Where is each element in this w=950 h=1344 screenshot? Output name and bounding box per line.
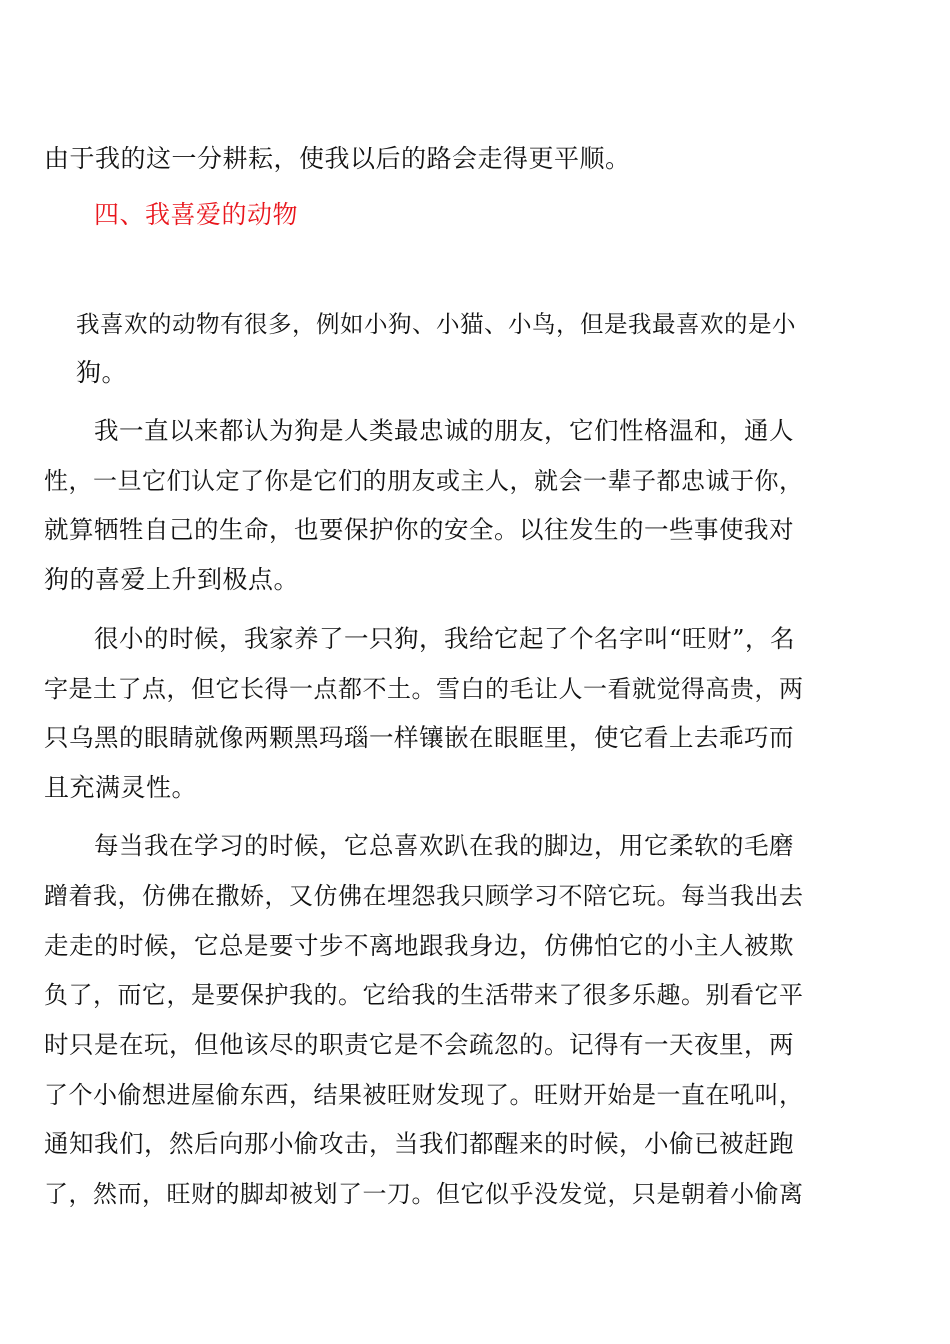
paragraph-line: 很小的时候，我家养了一只狗，我给它起了个名字叫“旺财”，名 bbox=[94, 624, 796, 653]
paragraph-line: 蹭着我，仿佛在撒娇，又仿佛在埋怨我只顾学习不陪它玩。每当我出去 bbox=[44, 882, 804, 910]
paragraph-line: 通知我们，然后向那小偷攻击，当我们都醒来的时候，小偷已被赶跑 bbox=[44, 1129, 794, 1158]
paragraph-line: 负了，而它，是要保护我的。它给我的生活带来了很多乐趣。别看它平 bbox=[44, 981, 804, 1009]
paragraph-line: 走走的时候，它总是要寸步不离地跟我身边，仿佛怕它的小主人被欺 bbox=[44, 931, 794, 960]
paragraph-line: 我一直以来都认为狗是人类最忠诚的朋友，它们性格温和，通人 bbox=[94, 416, 794, 445]
paragraph-line: 狗。 bbox=[76, 358, 128, 387]
paragraph-line: 时只是在玩，但他该尽的职责它是不会疏忽的。记得有一天夜里，两 bbox=[44, 1030, 794, 1059]
paragraph-line: 了个小偷想进屋偷东西，结果被旺财发现了。旺财开始是一直在吼叫， bbox=[44, 1081, 804, 1109]
intro-line: 由于我的这一分耕耘，使我以后的路会走得更平顺。 bbox=[44, 144, 631, 173]
paragraph-line: 性，一旦它们认定了你是它们的朋友或主人，就会一辈子都忠诚于你， bbox=[44, 467, 804, 495]
paragraph-line: 只乌黑的眼睛就像两颗黑玛瑙一样镶嵌在眼眶里，使它看上去乖巧而 bbox=[44, 723, 794, 752]
paragraph-line: 且充满灵性。 bbox=[44, 773, 198, 802]
paragraph-line: 就算牺牲自己的生命，也要保护你的安全。以往发生的一些事使我对 bbox=[44, 515, 794, 544]
section-heading: 四、我喜爱的动物 bbox=[94, 200, 299, 229]
paragraph-line: 我喜欢的动物有很多，例如小狗、小猫、小鸟，但是我最喜欢的是小 bbox=[76, 310, 796, 338]
paragraph-line: 字是土了点，但它长得一点都不土。雪白的毛让人一看就觉得高贵，两 bbox=[44, 675, 804, 703]
paragraph-line: 每当我在学习的时候，它总喜欢趴在我的脚边，用它柔软的毛磨 bbox=[94, 831, 794, 860]
paragraph-line: 狗的喜爱上升到极点。 bbox=[44, 565, 300, 594]
paragraph-line: 了，然而，旺财的脚却被划了一刀。但它似乎没发觉，只是朝着小偷离 bbox=[44, 1180, 804, 1208]
